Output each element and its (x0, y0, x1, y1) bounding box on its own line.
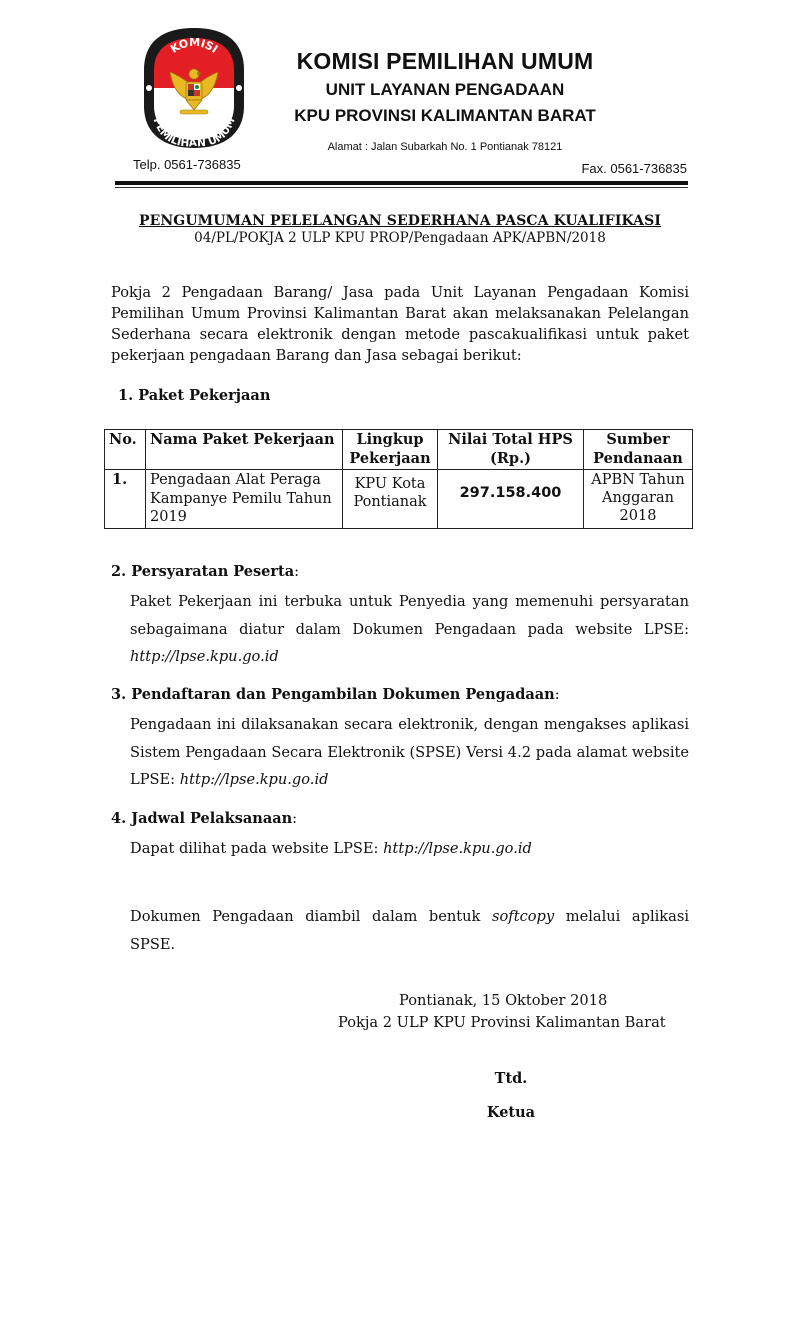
organization-unit: UNIT LAYANAN PENGADAAN (325, 80, 565, 99)
column-header-no: No. (105, 430, 146, 470)
cell-package-name: Pengadaan Alat Peraga Kampanye Pemilu Tahun 2019 (146, 470, 343, 529)
section-4-heading: 4. Jadwal Pelaksanaan: (111, 810, 298, 827)
organization-province: KPU PROVINSI KALIMANTAN BARAT (294, 106, 596, 125)
kpu-garuda-emblem-icon (140, 26, 248, 150)
column-header-scope: Lingkup Pekerjaan (343, 430, 438, 470)
cell-hps-value: 297.158.400 (438, 470, 584, 529)
section-4-body: Dapat dilihat pada website LPSE: http://lpse.kpu.go.id (130, 840, 532, 857)
table-header-row (105, 430, 693, 470)
package-table (104, 429, 693, 529)
signature-organization: Pokja 2 ULP KPU Provinsi Kalimantan Barat (338, 1014, 666, 1031)
section-title: 4. Jadwal Pelaksanaan (111, 810, 293, 827)
cell-no: 1. (105, 470, 146, 529)
section-2-heading: 2. Persyaratan Peserta: (111, 563, 300, 580)
document-title: PENGUMUMAN PELELANGAN SEDERHANA PASCA KUALIFIKASI (138, 213, 662, 229)
letterhead-rule-thick (115, 181, 688, 185)
intro-paragraph: Pokja 2 Pengadaan Barang/ Jasa pada Unit Layanan Pengadaan Komisi Pemilihan Umum Provinsi Kalimantan Barat akan melaksanakan Pelelangan Sederhana secara elektronik dengan metode pascakualifikasi untuk paket pekerjaan pengadaan Barang dan Jasa sebagai berikut: (111, 284, 689, 364)
letterhead-rule-thin (115, 187, 688, 188)
address: Alamat : Jalan Subarkah No. 1 Pontianak 78121 (327, 141, 563, 153)
fax: Fax. 0561-736835 (581, 161, 687, 176)
logo-top-text: KOMISI (168, 35, 221, 56)
signature-place-date: Pontianak, 15 Oktober 2018 (399, 992, 608, 1009)
letterhead (0, 0, 800, 200)
column-header-hps: Nilai Total HPS (Rp.) (438, 430, 584, 470)
column-header-name: Nama Paket Pekerjaan (146, 430, 343, 470)
section-3-heading: 3. Pendaftaran dan Pengambilan Dokumen Pengadaan: (111, 686, 560, 703)
cell-funding-source: APBN Tahun Anggaran 2018 (584, 470, 693, 529)
cell-scope: KPU Kota Pontianak (343, 470, 438, 529)
section-title: Paket Pekerjaan (138, 387, 271, 404)
section-3-body: Pengadaan ini dilaksanakan secara elektronik, dengan mengakses aplikasi Sistem Pengadaan Secara Elektronik (SPSE) Versi 4.2 pada alamat website LPSE: http://lpse.kpu.go.id (130, 716, 689, 788)
signature-ttd: Ttd. (494, 1070, 528, 1087)
lpse-link[interactable]: http://lpse.kpu.go.id (179, 771, 329, 788)
document-number: 04/PL/POKJA 2 ULP KPU PROP/Pengadaan APK/APBN/2018 (194, 230, 606, 246)
softcopy-emphasis: softcopy (492, 908, 555, 925)
section-number: 1. (118, 387, 134, 404)
lpse-link[interactable]: http://lpse.kpu.go.id (383, 840, 532, 857)
column-header-source: Sumber Pendanaan (584, 430, 693, 470)
table-row (105, 470, 693, 529)
signature-role: Ketua (486, 1104, 536, 1121)
section-2-body: Paket Pekerjaan ini terbuka untuk Penyedia yang memenuhi persyaratan sebagaimana diatur dalam Dokumen Pengadaan pada website LPSE: http://lpse.kpu.go.id (130, 593, 689, 665)
closing-paragraph: Dokumen Pengadaan diambil dalam bentuk softcopy melalui aplikasi SPSE. (130, 908, 690, 953)
logo-bottom-text: PEMILIHAN UMUM (150, 115, 238, 150)
section-1-heading (118, 387, 270, 404)
telephone: Telp. 0561-736835 (133, 157, 241, 172)
section-title: 3. Pendaftaran dan Pengambilan Dokumen Pengadaan (111, 686, 555, 703)
organization-name: KOMISI PEMILIHAN UMUM (296, 48, 594, 74)
section-title: 2. Persyaratan Peserta (111, 563, 295, 580)
lpse-link[interactable]: http://lpse.kpu.go.id (130, 648, 279, 665)
